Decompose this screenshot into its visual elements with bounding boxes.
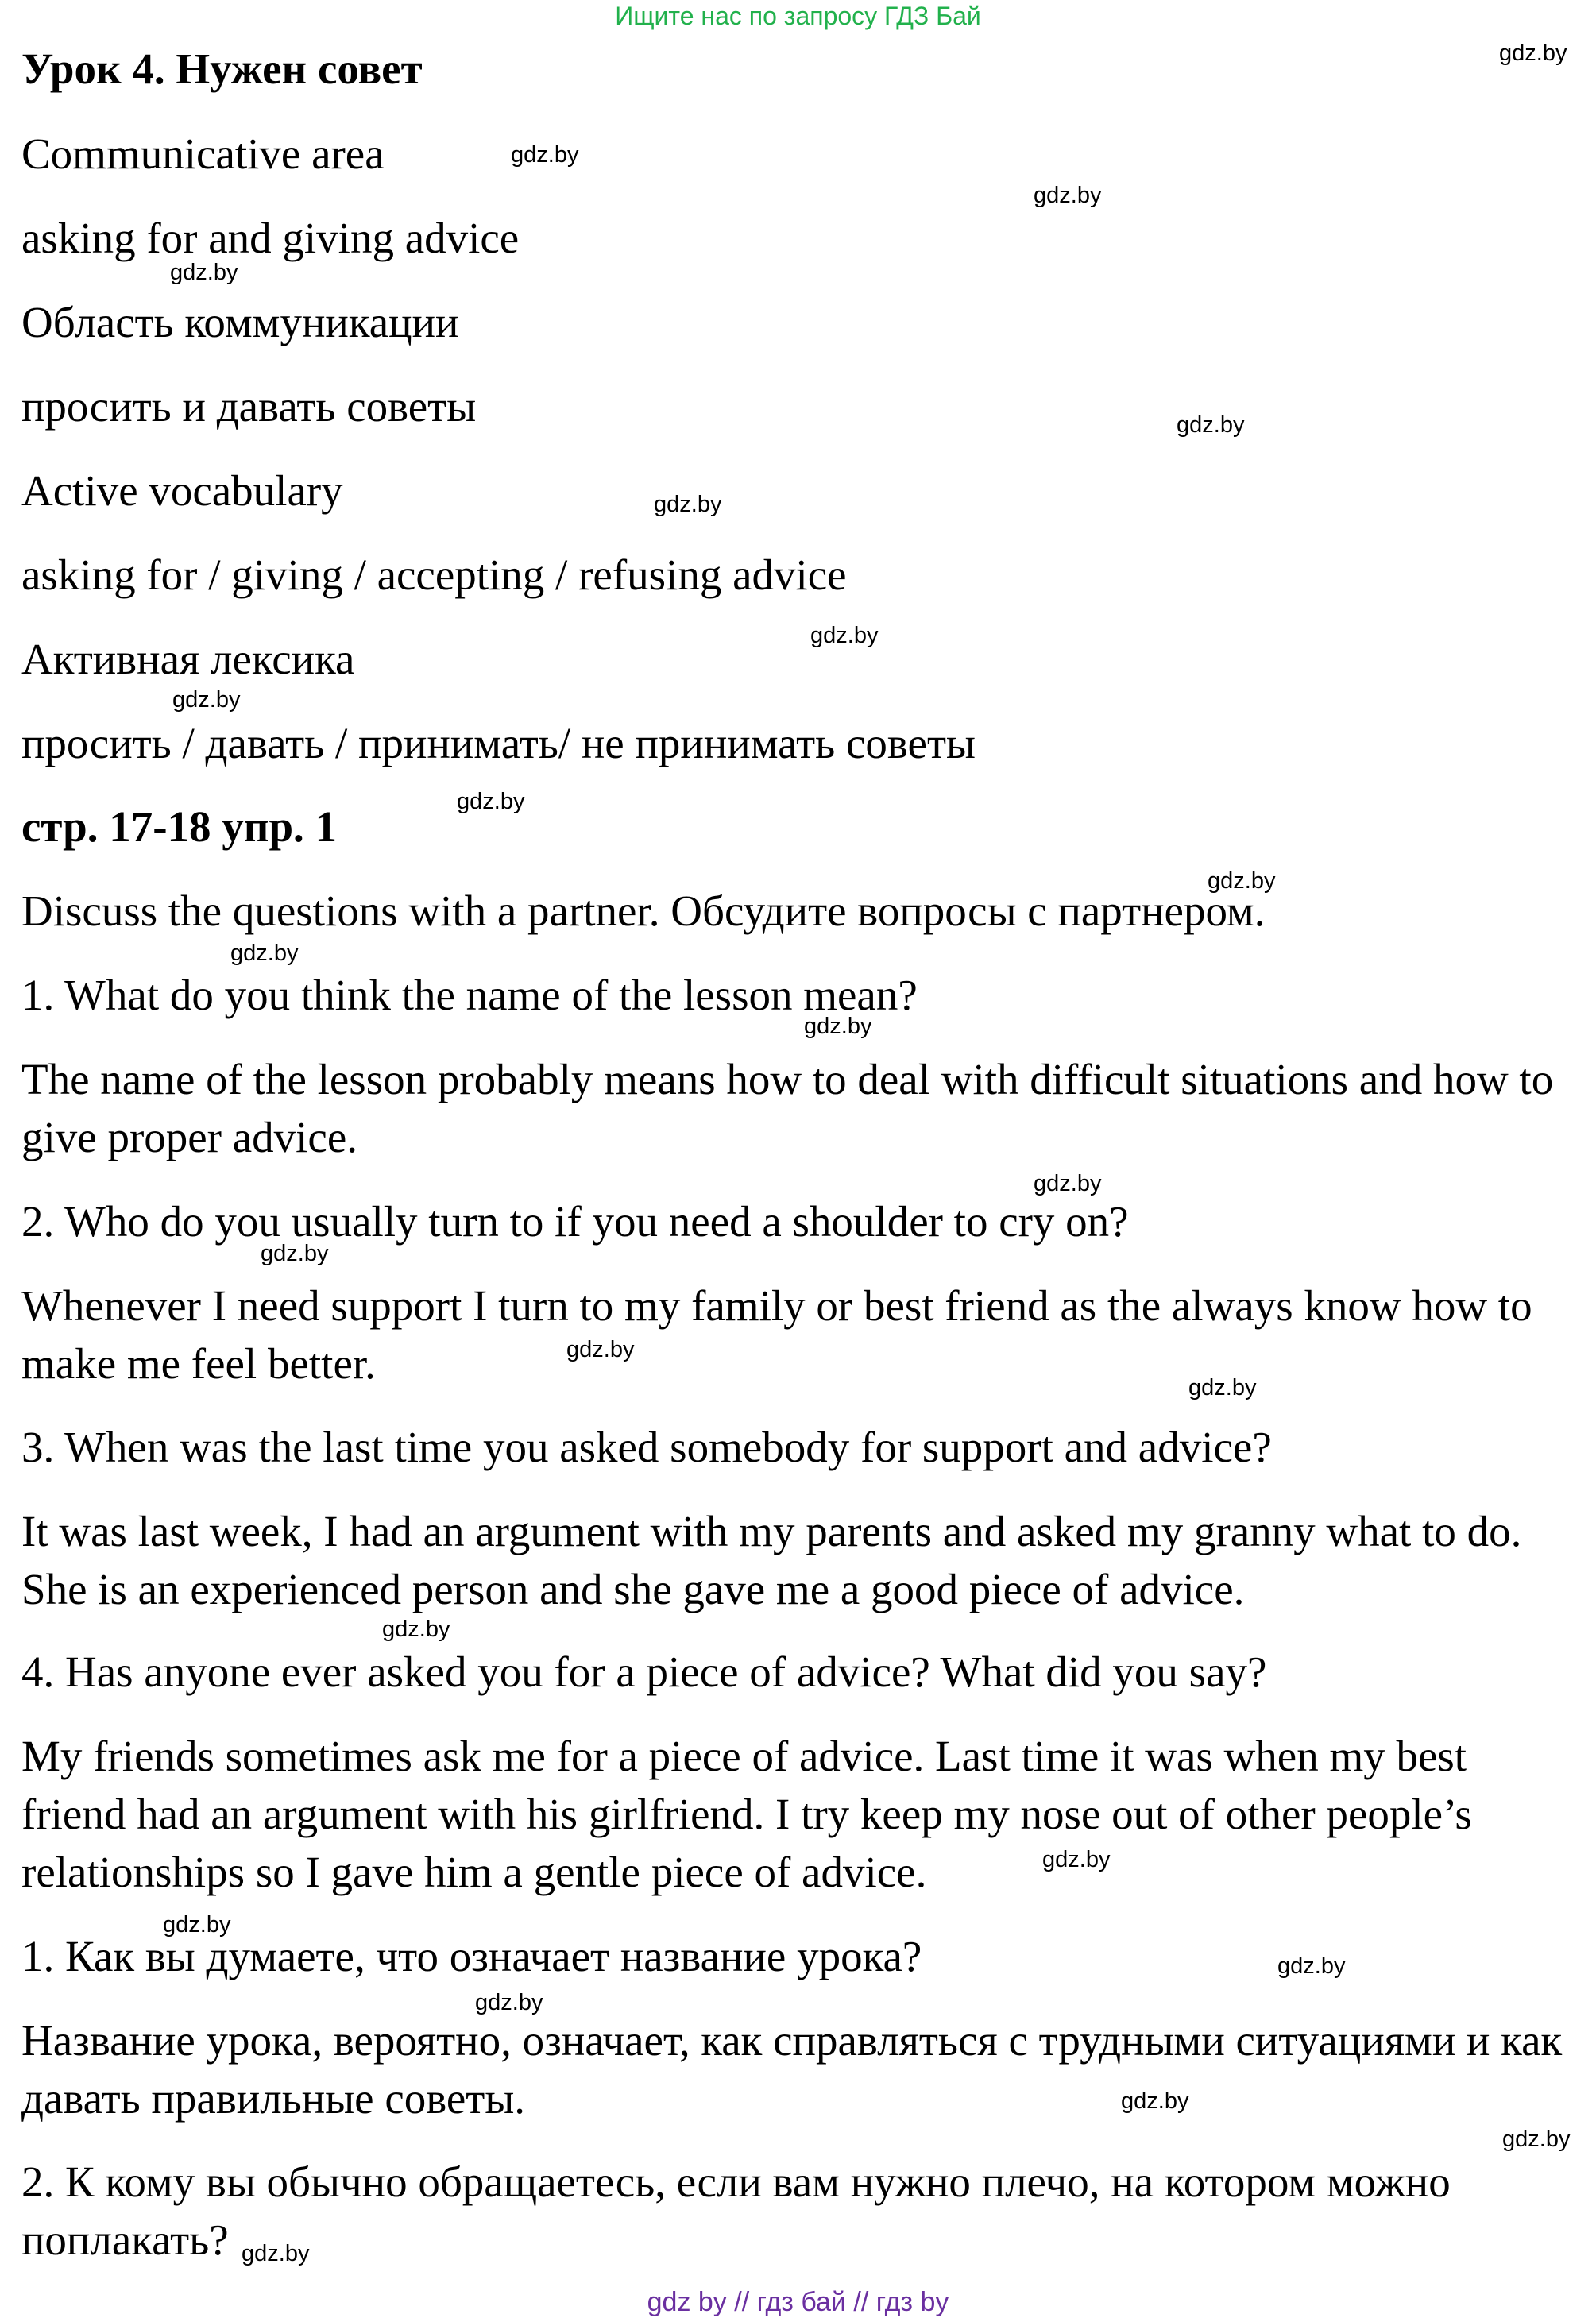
watermark: gdz.by <box>172 687 241 713</box>
answer-3: It was last week, I had an argument with my parents and asked my granny what to do. She is an experienced person and she gave me a good piece of advice. <box>21 1507 1522 1613</box>
question-1-ru: 1. Как вы думаете, что означает название урока? <box>21 1932 922 1980</box>
active-vocabulary-ru: просить / давать / принимать/ не принимать советы <box>21 719 976 767</box>
watermark: gdz.by <box>457 789 525 814</box>
watermark: gdz.by <box>1121 2088 1189 2114</box>
watermark: gdz.by <box>1042 1847 1111 1872</box>
top-banner: Ищите нас по запросу ГДЗ Бай <box>615 2 981 30</box>
communicative-area-label: Communicative area <box>21 129 385 178</box>
communicative-area-en: asking for and giving advice <box>21 214 520 262</box>
watermark: gdz.by <box>511 142 579 168</box>
question-4: 4. Has anyone ever asked you for a piece of advice? What did you say? <box>21 1648 1267 1696</box>
watermark: gdz.by <box>230 941 299 966</box>
question-1: 1. What do you think the name of the lesson mean? <box>21 971 918 1019</box>
watermark: gdz.by <box>170 260 238 285</box>
watermark: gdz.by <box>1177 412 1245 438</box>
active-vocabulary-en: asking for / giving / accepting / refusing advice <box>21 551 847 599</box>
answer-1-ru: Название урока, вероятно, означает, как справляться с трудными ситуациями и как давать правильные советы. <box>21 2016 1563 2123</box>
watermark: gdz.by <box>242 2241 310 2266</box>
question-2: 2. Who do you usually turn to if you need a shoulder to cry on? <box>21 1197 1129 1246</box>
watermark: gdz.by <box>1208 868 1276 894</box>
active-vocabulary-ru-label: Активная лексика <box>21 635 355 683</box>
watermark: gdz.by <box>566 1337 635 1362</box>
answer-1: The name of the lesson probably means how to deal with difficult situations and how to give proper advice. <box>21 1055 1554 1161</box>
question-2-ru: 2. К кому вы обычно обращаетесь, если вам нужно плечо, на котором можно поплакать? <box>21 2158 1451 2264</box>
exercise-heading: стр. 17-18 упр. 1 <box>21 802 338 851</box>
watermark: gdz.by <box>1277 1953 1346 1979</box>
lesson-title: Урок 4. Нужен совет <box>21 44 423 93</box>
watermark: gdz.by <box>382 1617 450 1642</box>
watermark: gdz.by <box>261 1241 329 1266</box>
answer-4: My friends sometimes ask me for a piece of advice. Last time it was when my best friend had an argument with his girlfriend. I try keep my nose out of other people’s relationships so I gave him a gentle piece of advice. <box>21 1732 1472 1896</box>
watermark: gdz.by <box>1502 2127 1571 2152</box>
watermark: gdz.by <box>810 623 879 648</box>
watermark: gdz.by <box>1034 1171 1102 1196</box>
watermark: gdz.by <box>1188 1375 1257 1400</box>
watermark: gdz.by <box>163 1912 231 1937</box>
watermark: gdz.by <box>1499 41 1567 66</box>
watermark: gdz.by <box>804 1014 872 1039</box>
exercise-instruction: Discuss the questions with a partner. Обсудите вопросы с партнером. <box>21 887 1266 935</box>
footer: gdz by // гдз бай // гдз by <box>647 2287 949 2317</box>
communicative-area-ru: просить и давать советы <box>21 382 477 431</box>
answer-2: Whenever I need support I turn to my family or best friend as the always know how to make me feel better. <box>21 1281 1532 1388</box>
watermark: gdz.by <box>1034 183 1102 208</box>
watermark: gdz.by <box>654 492 722 517</box>
question-3: 3. When was the last time you asked somebody for support and advice? <box>21 1423 1272 1471</box>
active-vocabulary-label: Active vocabulary <box>21 466 343 515</box>
communicative-area-ru-label: Область коммуникации <box>21 298 459 346</box>
watermark: gdz.by <box>475 1990 543 2015</box>
